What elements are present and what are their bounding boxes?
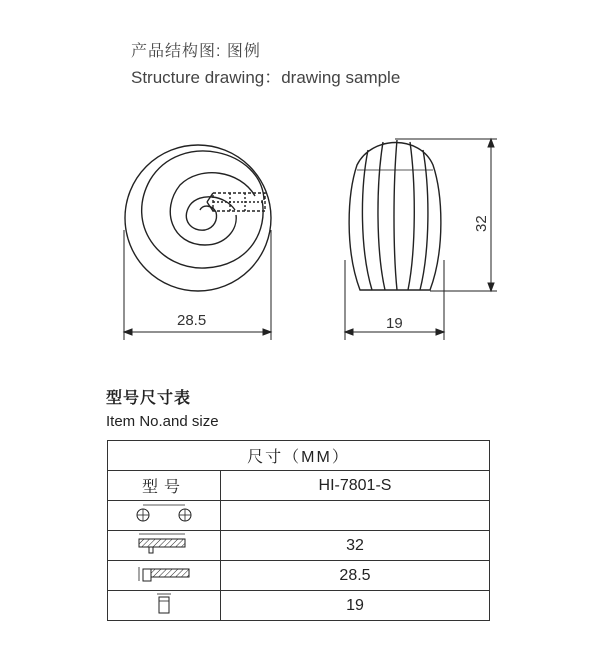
front-view-drawing bbox=[125, 145, 271, 291]
length-icon bbox=[108, 531, 221, 561]
size-table bbox=[107, 440, 490, 621]
hole-spacing-value bbox=[221, 501, 490, 531]
length-value: 32 bbox=[221, 531, 490, 561]
table-row bbox=[108, 531, 490, 561]
side-height-dimension bbox=[395, 139, 497, 291]
side-view-drawing bbox=[349, 140, 441, 290]
size-header: 尺寸（MM） bbox=[108, 441, 490, 471]
structure-title-en: Structure drawing：drawing sample bbox=[131, 68, 401, 87]
side-width-label: 19 bbox=[386, 315, 403, 332]
model-label: 型号 bbox=[108, 471, 221, 501]
width-value: 28.5 bbox=[221, 561, 490, 591]
height-icon bbox=[108, 591, 221, 621]
width-icon bbox=[108, 561, 221, 591]
side-height-label: 32 bbox=[473, 215, 490, 232]
size-table-title-en: Item No.and size bbox=[106, 413, 219, 430]
front-width-label: 28.5 bbox=[177, 312, 207, 329]
hole-spacing-icon bbox=[108, 501, 221, 531]
model-value: HI-7801-S bbox=[221, 471, 490, 501]
table-row bbox=[108, 591, 490, 621]
table-row bbox=[108, 561, 490, 591]
table-row bbox=[108, 501, 490, 531]
structure-title-cn: 产品结构图: 图例 bbox=[131, 43, 261, 60]
size-table-title-cn: 型号尺寸表 bbox=[106, 390, 192, 407]
height-value: 19 bbox=[221, 591, 490, 621]
